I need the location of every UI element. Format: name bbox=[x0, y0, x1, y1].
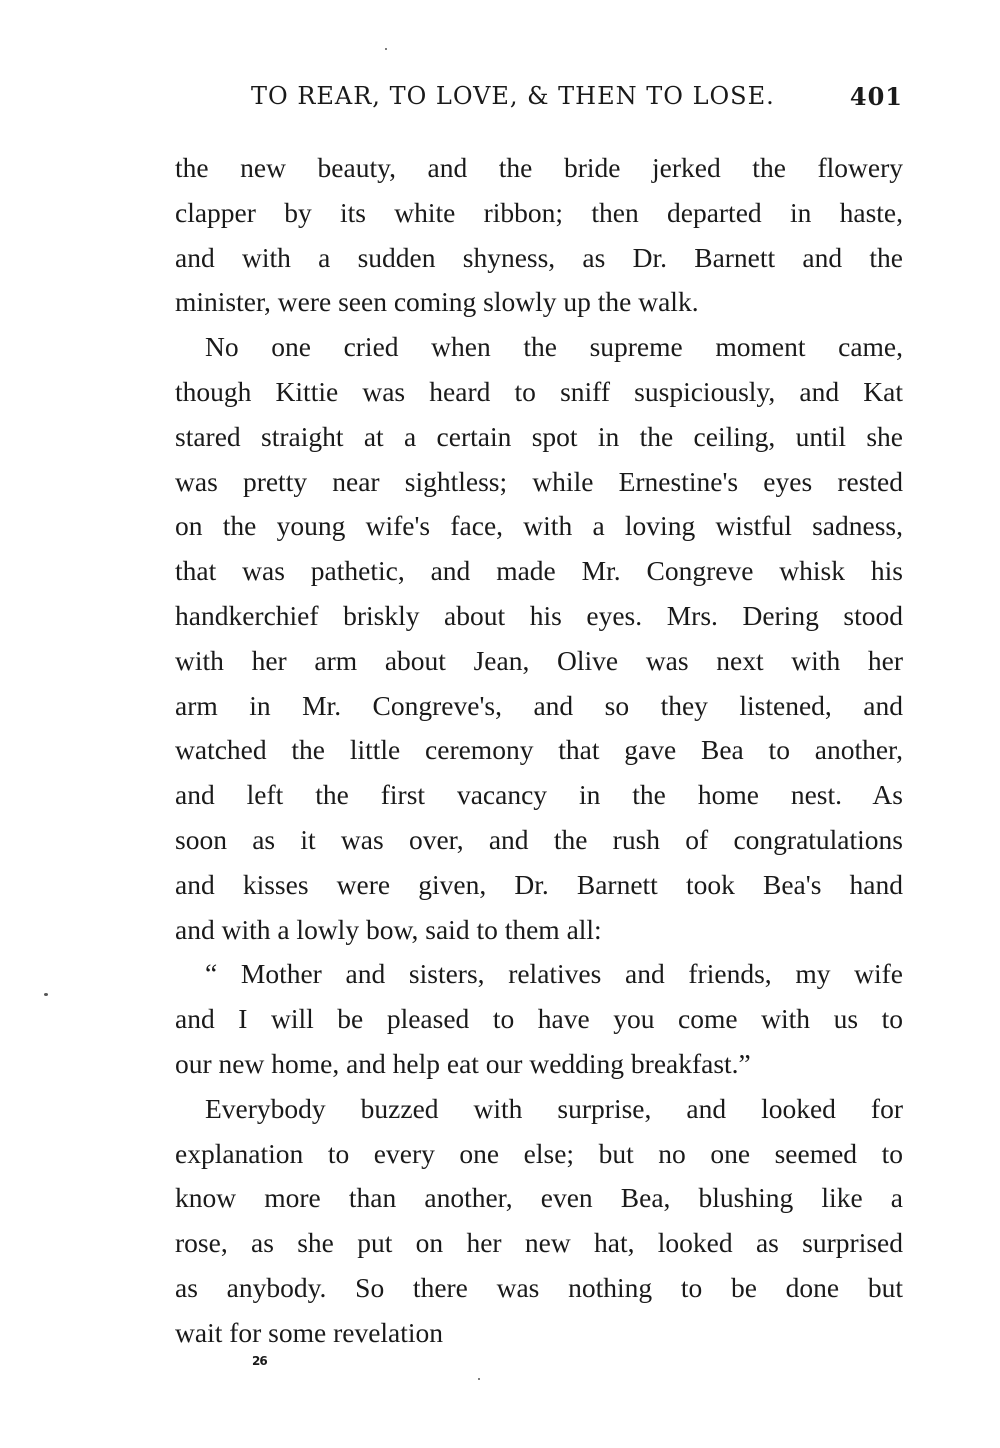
paragraph-line: that was pathetic, and made Mr. Congreve whisk his bbox=[175, 555, 903, 587]
paragraph-line: with her arm about Jean, Olive was next with her bbox=[175, 644, 903, 676]
paragraph-line: the new beauty, and the bride jerked the flowery bbox=[175, 152, 903, 183]
page-number: 401 bbox=[849, 82, 903, 111]
paragraph-line: and with a lowly bow, said to them all: bbox=[175, 913, 602, 945]
ink-speck bbox=[385, 48, 387, 50]
ink-speck bbox=[44, 993, 48, 996]
paragraph-line: and left the first vacancy in the home nest. As bbox=[175, 779, 903, 811]
ink-speck bbox=[478, 1378, 480, 1380]
paragraph-line: and with a sudden shyness, as Dr. Barnett and the bbox=[175, 241, 903, 273]
paragraph-line: watched the little ceremony that gave Bea to another, bbox=[175, 734, 903, 766]
paragraph-line: our new home, and help eat our wedding breakfast.” bbox=[175, 1047, 751, 1079]
paragraph-line: though Kittie was heard to sniff suspiciously, and Kat bbox=[175, 375, 903, 407]
paragraph-line: stared straight at a certain spot in the ceiling, until she bbox=[175, 420, 903, 452]
paragraph-line: explanation to every one else; but no one seemed to bbox=[175, 1137, 903, 1169]
signature-mark: 26 bbox=[252, 1354, 267, 1368]
paragraph-line: “ Mother and sisters, relatives and friends, my wife bbox=[205, 958, 903, 990]
body-text bbox=[175, 146, 903, 1356]
paragraph-line: on the young wife's face, with a loving wistful sadness, bbox=[175, 510, 903, 542]
paragraph-line: No one cried when the supreme moment came, bbox=[205, 331, 903, 363]
paragraph-line: and I will be pleased to have you come with us to bbox=[175, 1003, 903, 1035]
paragraph-line: wait for some revelation bbox=[175, 1316, 444, 1348]
paragraph-line: clapper by its white ribbon; then departed in haste, bbox=[175, 196, 903, 228]
paragraph-line: minister, were seen coming slowly up the walk. bbox=[175, 286, 699, 318]
paragraph-line: arm in Mr. Congreve's, and so they listened, and bbox=[175, 689, 903, 721]
paragraph-line: was pretty near sightless; while Ernestine's eyes rested bbox=[175, 465, 903, 497]
paragraph-line: rose, as she put on her new hat, looked as surprised bbox=[175, 1227, 903, 1259]
paragraph-line: soon as it was over, and the rush of congratulations bbox=[175, 823, 903, 855]
paragraph-line: handkerchief briskly about his eyes. Mrs. Dering stood bbox=[175, 599, 903, 631]
paragraph-line: know more than another, even Bea, blushing like a bbox=[175, 1182, 903, 1214]
running-title: TO REAR, TO LOVE, & THEN TO LOSE. bbox=[251, 82, 775, 110]
paragraph-line: as anybody. So there was nothing to be done but bbox=[175, 1271, 903, 1303]
running-head bbox=[175, 82, 903, 118]
paragraph-line: and kisses were given, Dr. Barnett took Bea's hand bbox=[175, 868, 903, 900]
paragraph-line: Everybody buzzed with surprise, and looked for bbox=[205, 1092, 903, 1124]
